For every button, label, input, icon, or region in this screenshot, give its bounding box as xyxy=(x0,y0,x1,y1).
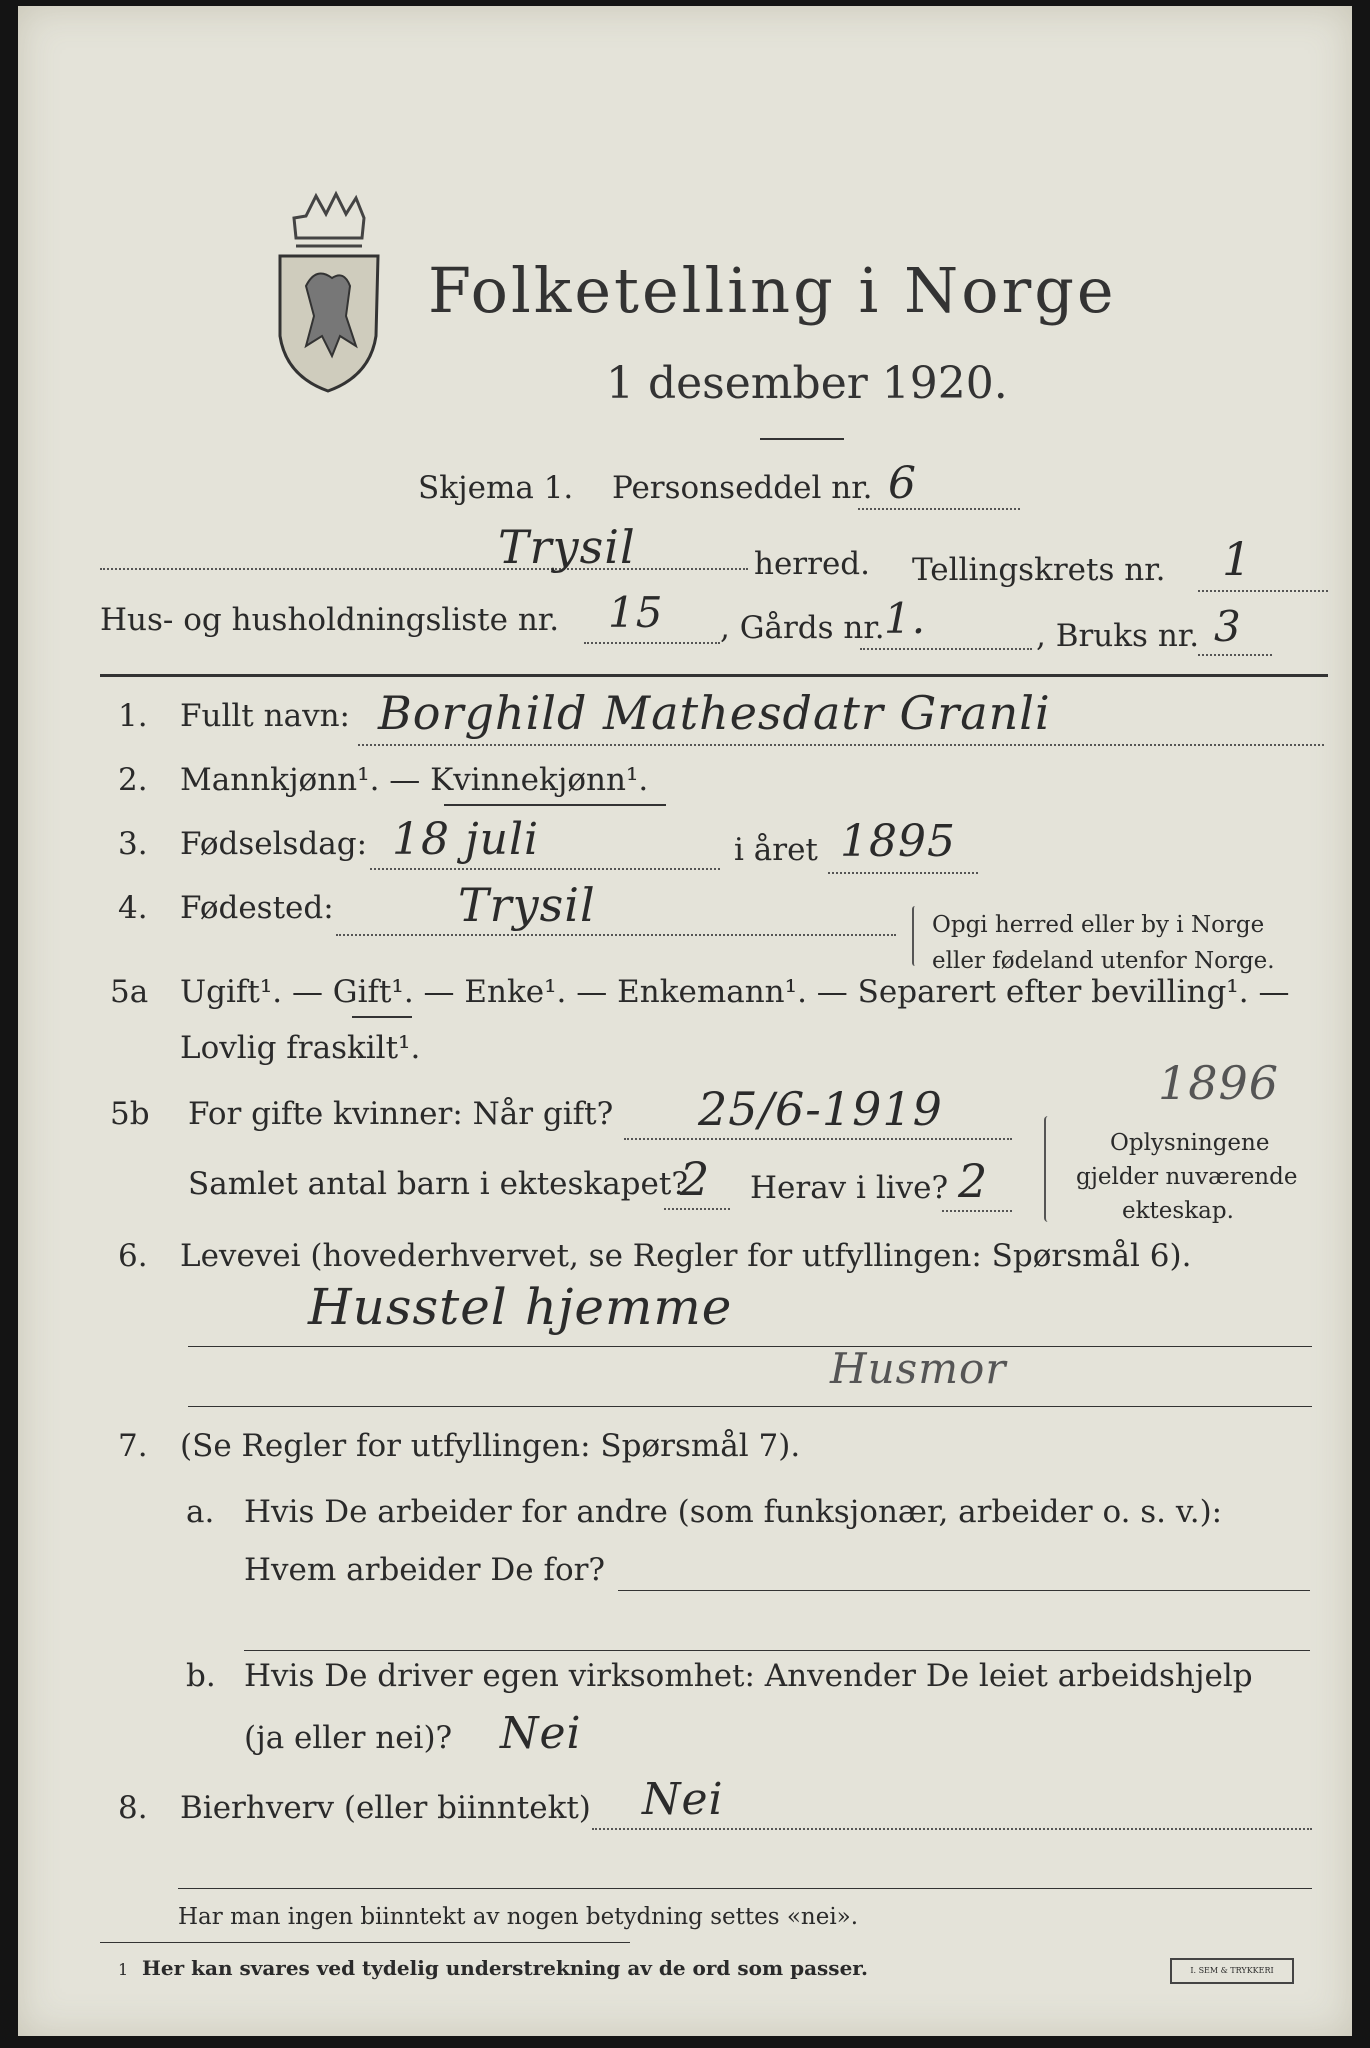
q6-number: 6. xyxy=(118,1238,148,1274)
norway-coat-of-arms-icon xyxy=(266,186,386,396)
q8-value: Nei xyxy=(642,1774,724,1825)
q5b-married-label: For gifte kvinner: Når gift? xyxy=(188,1096,614,1132)
census-form xyxy=(18,6,1352,2036)
q5b-note-line2: gjelder nuværende xyxy=(1076,1164,1298,1190)
footnote-divider xyxy=(100,1942,630,1943)
tellingskrets-value: 1 xyxy=(1222,532,1253,586)
q7-number: 7. xyxy=(118,1428,148,1464)
q4-brace xyxy=(912,906,918,966)
q7a-line xyxy=(618,1590,1310,1591)
gards-value: 1. xyxy=(884,594,927,643)
q3-year-line xyxy=(828,872,978,874)
q5a-number: 5a xyxy=(110,974,149,1010)
q3-year-label: i året xyxy=(734,832,818,868)
q1-line xyxy=(358,744,1324,746)
q8-line2 xyxy=(178,1888,1312,1889)
q7a-letter: a. xyxy=(186,1494,215,1530)
q7a-line2-blank xyxy=(244,1650,1310,1651)
q7a-line2: Hvem arbeider De for? xyxy=(244,1552,606,1588)
personseddel-line xyxy=(858,508,1020,510)
q5b-note-line1: Oplysningene xyxy=(1110,1130,1270,1156)
husliste-value: 15 xyxy=(608,588,664,637)
q5b-margin-note: 1896 xyxy=(1158,1056,1280,1110)
q2-label: Mannkjønn¹. — Kvinnekjønn¹. xyxy=(180,762,649,798)
q5b-alive-label: Herav i live? xyxy=(750,1170,949,1206)
footnote-mark: 1 xyxy=(118,1960,129,1979)
q3-value: 18 juli xyxy=(392,814,540,865)
herred-label: herred. xyxy=(754,546,870,582)
q5b-brace xyxy=(1044,1116,1052,1222)
q7b-value: Nei xyxy=(500,1708,582,1759)
q5b-note-line3: ekteskap. xyxy=(1122,1198,1234,1224)
q8-number: 8. xyxy=(118,1790,148,1826)
schema-label: Skjema 1. xyxy=(418,470,574,506)
q6-label: Levevei (hovederhvervet, se Regler for utfyllingen: Spørsmål 6). xyxy=(180,1238,1192,1274)
footnote-text: Her kan svares ved tydelig understrekning av de ord som passer. xyxy=(142,1956,868,1980)
q4-number: 4. xyxy=(118,890,148,926)
q1-label: Fullt navn: xyxy=(180,698,350,734)
q5b-children-value: 2 xyxy=(680,1152,711,1206)
gards-line xyxy=(860,648,1032,650)
q7a-line1: Hvis De arbeider for andre (som funksjonær, arbeider o. s. v.): xyxy=(244,1494,1223,1530)
tellingskrets-label: Tellingskrets nr. xyxy=(912,552,1166,588)
q6-value: Husstel hjemme xyxy=(308,1278,733,1336)
q1-value: Borghild Mathesdatr Granli xyxy=(378,686,1051,740)
tellingskrets-line xyxy=(1198,590,1328,592)
husliste-label: Hus- og husholdningsliste nr. xyxy=(100,602,560,638)
bruks-label: , Bruks nr. xyxy=(1036,618,1200,654)
q5b-married-value: 25/6-1919 xyxy=(698,1082,943,1136)
q4-note-line1: Opgi herred eller by i Norge xyxy=(932,912,1265,938)
q5b-number: 5b xyxy=(110,1096,150,1132)
printer-stamp: I. SEM & TRYKKERI xyxy=(1170,1958,1294,1984)
q4-line xyxy=(336,934,896,936)
q3-label: Fødselsdag: xyxy=(180,826,368,862)
q5a-gift-underline xyxy=(352,1016,412,1018)
q5b-children-label: Samlet antal barn i ekteskapet? xyxy=(188,1166,688,1202)
q4-label: Fødested: xyxy=(180,890,334,926)
q3-line xyxy=(370,868,720,870)
census-date: 1 desember 1920. xyxy=(606,358,1008,409)
page-title: Folketelling i Norge xyxy=(428,254,1117,327)
q5a-line1: Ugift¹. — Gift¹. — Enke¹. — Enkemann¹. — Separert efter bevilling¹. — xyxy=(180,974,1290,1010)
herred-line xyxy=(100,568,748,570)
q6-line1 xyxy=(188,1346,1312,1347)
q5b-children-line xyxy=(664,1208,730,1210)
q1-number: 1. xyxy=(118,698,148,734)
q6-line2 xyxy=(188,1406,1312,1407)
q5b-married-line xyxy=(624,1138,1012,1140)
bruks-line xyxy=(1198,654,1272,656)
husliste-line xyxy=(584,642,720,644)
q6-annotation: Husmor xyxy=(830,1344,1007,1393)
q8-label: Bierhverv (eller biinntekt) xyxy=(180,1790,591,1826)
bruks-value: 3 xyxy=(1214,602,1242,651)
personseddel-value: 6 xyxy=(888,458,917,509)
title-divider xyxy=(760,438,844,440)
q7b-letter: b. xyxy=(186,1658,216,1694)
q7b-line1: Hvis De driver egen virksomhet: Anvender De leiet arbeidshjelp xyxy=(244,1658,1253,1694)
herred-value: Trysil xyxy=(498,520,636,574)
q7b-line2: (ja eller nei)? xyxy=(244,1720,453,1756)
footer-note: Har man ingen biinntekt av nogen betydning settes «nei». xyxy=(178,1904,859,1930)
q2-underline xyxy=(444,804,666,806)
header-divider xyxy=(100,674,1328,677)
q3-year-value: 1895 xyxy=(840,816,956,867)
q5a-line2: Lovlig fraskilt¹. xyxy=(180,1030,421,1066)
q8-line xyxy=(592,1828,1312,1830)
gards-label: , Gårds nr. xyxy=(720,610,885,646)
q3-number: 3. xyxy=(118,826,148,862)
q2-number: 2. xyxy=(118,762,148,798)
q7-label: (Se Regler for utfyllingen: Spørsmål 7). xyxy=(180,1428,801,1464)
q4-note-line2: eller fødeland utenfor Norge. xyxy=(932,948,1275,974)
personseddel-label: Personseddel nr. xyxy=(612,470,873,506)
q4-value: Trysil xyxy=(458,878,596,932)
q5b-alive-line xyxy=(942,1210,1012,1212)
q5b-alive-value: 2 xyxy=(958,1154,989,1208)
